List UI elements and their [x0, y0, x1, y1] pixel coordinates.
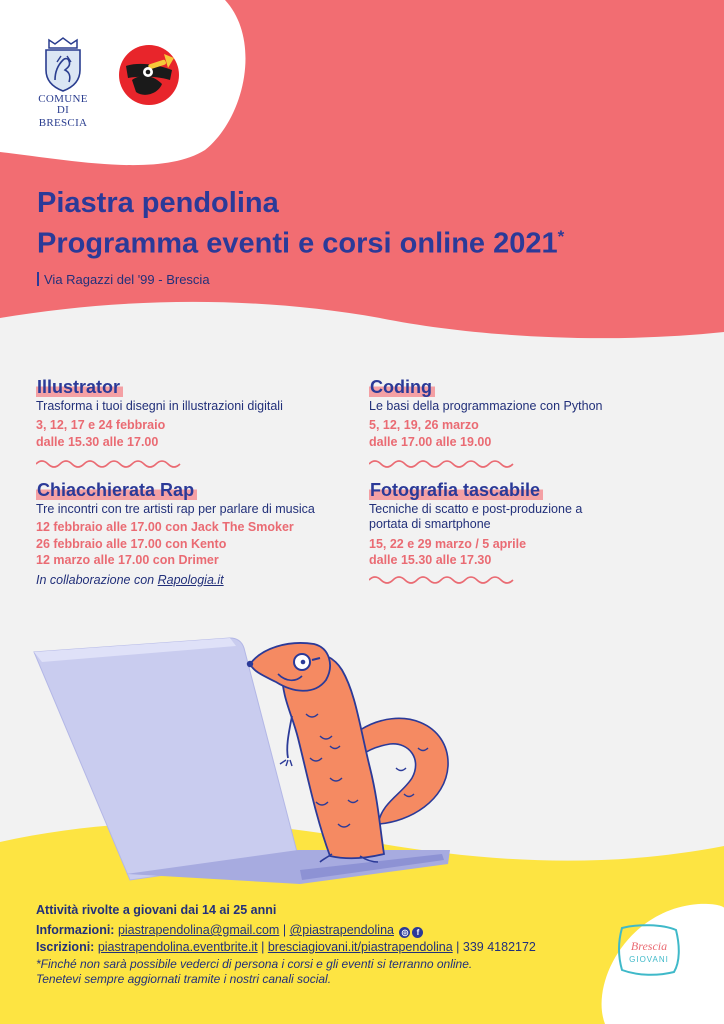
- course-coding: [369, 377, 699, 450]
- course-illustrator-dates: 3, 12, 17 e 24 febbraio: [36, 418, 166, 432]
- crest-icon: [41, 36, 85, 92]
- footer: [36, 902, 536, 987]
- wavy-divider-right-2: [369, 574, 515, 586]
- footer-reg-link2[interactable]: bresciagiovani.it/piastrapendolina: [267, 940, 453, 954]
- address-text: Via Ragazzi del '99 - Brescia: [44, 272, 210, 287]
- facebook-icon[interactable]: f: [412, 927, 423, 938]
- title-line1: Piastra pendolina: [37, 187, 279, 219]
- rapologia-link[interactable]: Rapologia.it: [157, 572, 224, 587]
- footer-reg-link1[interactable]: piastrapendolina.eventbrite.it: [97, 940, 258, 954]
- footer-reg-phone: | 339 4182172: [452, 940, 536, 954]
- course-fotografia: [369, 480, 699, 569]
- footer-sep2: |: [257, 940, 268, 954]
- footer-info-label: Informazioni:: [36, 923, 115, 937]
- pangolin-laptop-illustration: [30, 618, 460, 894]
- rap-event1-artist: Jack The Smoker: [190, 520, 294, 534]
- rap-event2-artist: Kento: [190, 536, 227, 551]
- course-illustrator-time: dalle 15.30 alle 17.00: [36, 434, 159, 449]
- wavy-divider-right: [369, 458, 515, 470]
- course-foto-dates: 15, 22 e 29 marzo / 5 aprile: [369, 536, 527, 551]
- course-illustrator: [36, 377, 366, 450]
- footer-note-line1: *Finché non sarà possibile vederci di persona i corsi e gli eventi si terranno online.: [36, 957, 473, 971]
- title-asterisk: *: [557, 227, 565, 246]
- course-rap: [36, 480, 366, 588]
- address-bar: [37, 272, 39, 286]
- course-illustrator-desc: Trasforma i tuoi disegni in illustrazioni digitali: [36, 398, 283, 413]
- course-rap-collab: [36, 573, 366, 589]
- course-rap-title: Chiacchierata Rap: [36, 480, 197, 500]
- page-title: [37, 186, 564, 261]
- course-coding-dates: 5, 12, 19, 26 marzo: [369, 418, 479, 432]
- footer-sep1: |: [279, 923, 290, 937]
- course-coding-desc: Le basi della programmazione con Python: [369, 398, 603, 413]
- course-foto-desc-line2: portata di smartphone: [369, 517, 491, 531]
- footer-reg-label: Iscrizioni:: [36, 940, 95, 954]
- course-coding-title: Coding: [369, 377, 435, 397]
- rap-event3-artist: Drimer: [178, 553, 219, 567]
- footer-info-email[interactable]: piastrapendolina@gmail.com: [117, 923, 280, 937]
- wavy-divider-left: [36, 458, 182, 470]
- course-coding-time: dalle 17.00 alle 19.00: [369, 434, 492, 449]
- footer-note-line2: Tenetevi sempre aggiornati tramite i nostri canali social.: [36, 972, 332, 986]
- rap-collab-text: In collaborazione con: [36, 572, 158, 587]
- course-rap-event3: [36, 553, 366, 569]
- course-illustrator-title: Illustrator: [36, 377, 123, 397]
- footer-info-row: [36, 922, 536, 939]
- footer-age: Attività rivolte a giovani dai 14 ai 25 anni: [36, 903, 277, 917]
- piastra-pendolina-logo-icon: [118, 44, 180, 106]
- title-line2: Programma eventi e corsi online 2021: [37, 227, 558, 260]
- course-rap-event2: [36, 537, 366, 553]
- course-foto-desc-line1: Tecniche di scatto e post-produzione a: [369, 501, 583, 516]
- rap-event3-text: 12 marzo alle 17.00 con: [36, 553, 179, 567]
- comune-di-brescia-logo: [34, 36, 92, 129]
- course-rap-event1: [36, 520, 366, 536]
- comune-label-line2: BRESCIA: [38, 117, 88, 129]
- brescia-giovani-line1: Brescia: [630, 939, 668, 953]
- footer-reg-row: [36, 939, 536, 956]
- comune-label-line1: COMUNE DI: [38, 93, 88, 116]
- rap-event1-text: 12 febbraio alle 17.00 con: [36, 520, 191, 534]
- footer-info-social[interactable]: @piastrapendolina: [289, 923, 394, 937]
- course-foto-title: Fotografia tascabile: [369, 480, 543, 500]
- rap-event2-text: 26 febbraio alle 17.00 con: [36, 536, 191, 551]
- instagram-icon[interactable]: ◎: [399, 927, 410, 938]
- brescia-giovani-logo: [610, 918, 688, 980]
- brescia-giovani-line2: GIOVANI: [629, 955, 669, 964]
- course-rap-desc: Tre incontri con tre artisti rap per parlare di musica: [36, 501, 315, 516]
- title-line2-wrap: [37, 220, 564, 261]
- course-foto-time: dalle 15.30 alle 17.30: [369, 553, 492, 567]
- address: [37, 272, 210, 287]
